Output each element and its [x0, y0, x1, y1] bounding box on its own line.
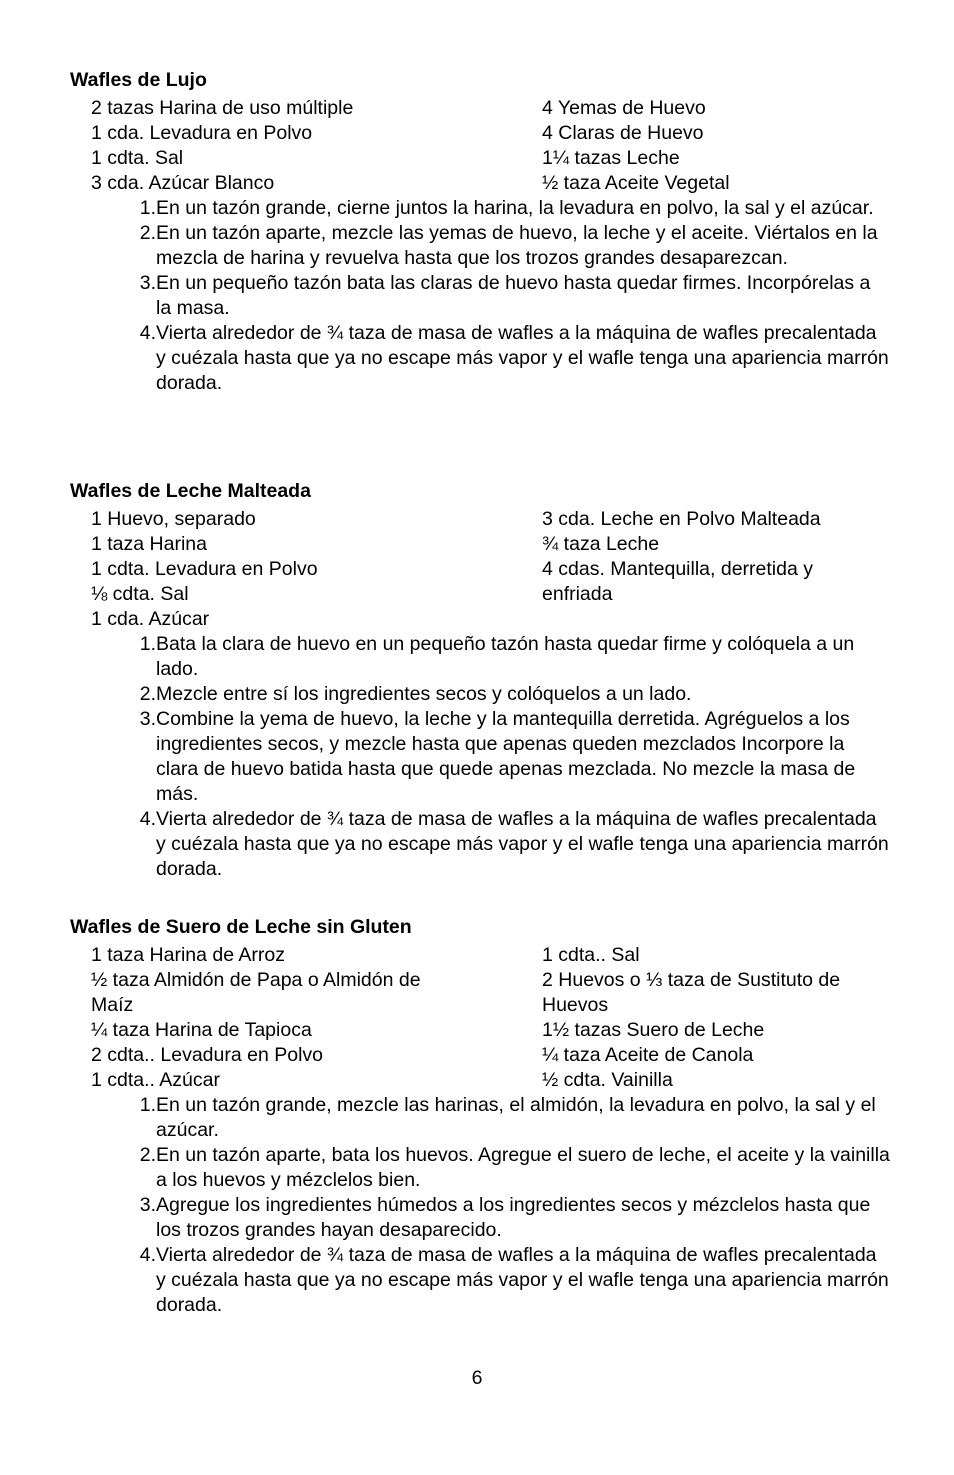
- ingredient-item: 1 cdta.. Azúcar: [91, 1069, 220, 1091]
- step-item: [70, 271, 890, 321]
- ingredients-list: [91, 943, 890, 1093]
- ingredient-item: 1 cdta.. Sal: [542, 944, 640, 966]
- step-number: 2.: [139, 1144, 156, 1166]
- step-text: En un pequeño tazón bata las claras de huevo hasta quedar firmes. Incorpórelas a la masa.: [156, 272, 871, 319]
- step-number: 2.: [139, 222, 156, 244]
- step-item: [70, 807, 890, 882]
- ingredient-item: ¾ taza Leche: [542, 533, 660, 555]
- ingredients-left-column: [91, 507, 542, 632]
- step-number: 1.: [139, 633, 156, 655]
- page-number: 6: [471, 1367, 483, 1389]
- ingredients-right-column: [542, 507, 887, 632]
- step-number: 3.: [139, 708, 156, 730]
- ingredient-item: 1 cda. Azúcar: [91, 608, 210, 630]
- ingredient-item: ⅛ cdta. Sal: [91, 583, 189, 605]
- ingredient-item: 1½ tazas Suero de Leche: [542, 1019, 765, 1041]
- ingredient-item: 1¼ tazas Leche: [542, 147, 680, 169]
- step-text: En un tazón grande, cierne juntos la harina, la levadura en polvo, la sal y el azúcar.: [156, 197, 874, 219]
- step-text: Agregue los ingredientes húmedos a los ingredientes secos y mézclelos hasta que los trozos grandes hayan desaparecido.: [156, 1194, 871, 1241]
- ingredient-item: 2 tazas Harina de uso múltiple: [91, 97, 354, 119]
- step-item: [70, 682, 890, 707]
- ingredients-list: [91, 96, 890, 196]
- step-text: Mezcle entre sí los ingredientes secos y colóquelos a un lado.: [156, 683, 692, 705]
- ingredients-right-column: [542, 96, 887, 196]
- step-text: En un tazón aparte, mezcle las yemas de huevo, la leche y el aceite. Viértalos en la mezcla de harina y revuelva hasta que los trozos grandes desaparezcan.: [156, 222, 878, 269]
- ingredients-list: [91, 507, 890, 632]
- recipe-title: Wafles de Suero de Leche sin Gluten: [70, 916, 412, 938]
- step-number: 3.: [139, 1194, 156, 1216]
- ingredient-item: ¼ taza Harina de Tapioca: [91, 1019, 312, 1041]
- ingredients-left-column: [91, 943, 542, 1093]
- step-text: Vierta alrededor de ¾ taza de masa de wafles a la máquina de wafles precalentada y cuézala hasta que ya no escape más vapor y el wafle tenga una apariencia marrón dorada.: [156, 808, 889, 880]
- ingredient-item: 1 taza Harina de Arroz: [91, 944, 286, 966]
- recipe-section-wafles-sin-gluten: [70, 915, 890, 1318]
- recipe-section-wafles-de-leche-malteada: [70, 479, 890, 882]
- ingredient-item: ½ taza Almidón de Papa o Almidón de Maíz: [91, 969, 421, 1016]
- step-item: [70, 1093, 890, 1143]
- step-text: Combine la yema de huevo, la leche y la mantequilla derretida. Agréguelos a los ingredientes secos, y mezcle hasta que apenas queden mezclados Incorpore la clara de huevo batida hasta que quede apenas mezclada. No mezcle la masa de más.: [156, 708, 856, 805]
- recipe-title: Wafles de Lujo: [70, 69, 207, 91]
- ingredients-right-column: [542, 943, 887, 1093]
- step-item: [70, 196, 890, 221]
- step-item: [70, 321, 890, 396]
- ingredient-item: 3 cda. Azúcar Blanco: [91, 172, 275, 194]
- step-text: Vierta alrededor de ¾ taza de masa de wafles a la máquina de wafles precalentada y cuézala hasta que ya no escape más vapor y el wafle tenga una apariencia marrón dorada.: [156, 322, 889, 394]
- ingredient-item: ½ taza Aceite Vegetal: [542, 172, 730, 194]
- step-item: [70, 707, 890, 807]
- step-number: 4.: [139, 1244, 156, 1266]
- ingredient-item: 1 cdta. Sal: [91, 147, 184, 169]
- ingredient-item: 4 Claras de Huevo: [542, 122, 704, 144]
- ingredient-item: 1 taza Harina: [91, 533, 207, 555]
- step-item: [70, 632, 890, 682]
- steps-list: [70, 632, 890, 882]
- step-item: [70, 1143, 890, 1193]
- step-number: 1.: [139, 197, 156, 219]
- ingredient-item: 2 Huevos o ⅓ taza de Sustituto de Huevos: [542, 969, 841, 1016]
- recipe-section-wafles-de-lujo: [70, 68, 890, 396]
- step-number: 1.: [139, 1094, 156, 1116]
- ingredient-item: 1 cda. Levadura en Polvo: [91, 122, 313, 144]
- ingredient-item: 3 cda. Leche en Polvo Malteada: [542, 508, 821, 530]
- ingredient-item: 4 cdas. Mantequilla, derretida y enfriada: [542, 558, 813, 605]
- ingredient-item: 1 cdta. Levadura en Polvo: [91, 558, 318, 580]
- step-number: 3.: [139, 272, 156, 294]
- ingredient-item: ½ cdta. Vainilla: [542, 1069, 673, 1091]
- ingredients-left-column: [91, 96, 542, 196]
- recipe-title: Wafles de Leche Malteada: [70, 480, 311, 502]
- step-text: En un tazón grande, mezcle las harinas, el almidón, la levadura en polvo, la sal y el azúcar.: [156, 1094, 876, 1141]
- step-text: Bata la clara de huevo en un pequeño tazón hasta quedar firme y colóquela a un lado.: [156, 633, 855, 680]
- step-item: [70, 1243, 890, 1318]
- ingredient-item: ¼ taza Aceite de Canola: [542, 1044, 754, 1066]
- step-number: 2.: [139, 683, 156, 705]
- step-item: [70, 221, 890, 271]
- steps-list: [70, 196, 890, 396]
- step-number: 4.: [139, 808, 156, 830]
- step-text: Vierta alrededor de ¾ taza de masa de wafles a la máquina de wafles precalentada y cuézala hasta que ya no escape más vapor y el wafle tenga una apariencia marrón dorada.: [156, 1244, 889, 1316]
- ingredient-item: 2 cdta.. Levadura en Polvo: [91, 1044, 323, 1066]
- steps-list: [70, 1093, 890, 1318]
- ingredient-item: 4 Yemas de Huevo: [542, 97, 706, 119]
- ingredient-item: 1 Huevo, separado: [91, 508, 256, 530]
- step-item: [70, 1193, 890, 1243]
- step-number: 4.: [139, 322, 156, 344]
- step-text: En un tazón aparte, bata los huevos. Agregue el suero de leche, el aceite y la vainilla a los huevos y mézclelos bien.: [156, 1144, 890, 1191]
